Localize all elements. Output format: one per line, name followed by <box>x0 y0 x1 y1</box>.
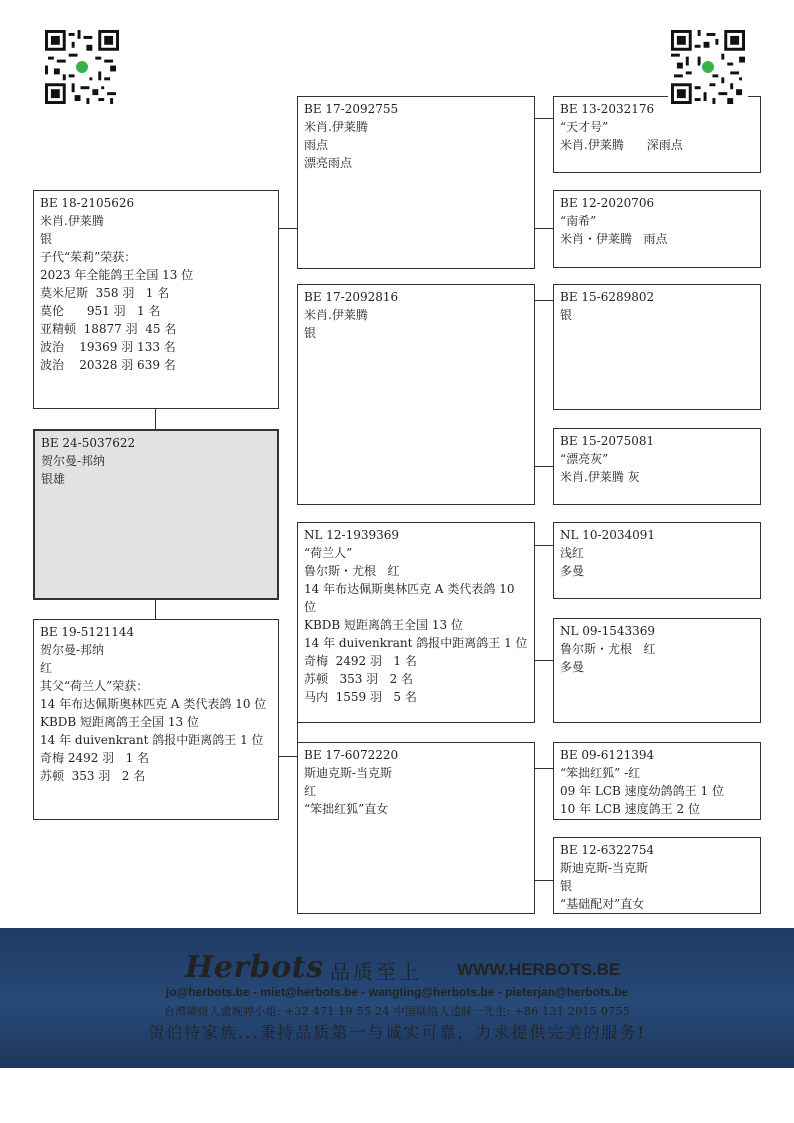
ddd-ring: BE 12-6322754 <box>560 843 655 857</box>
dss-color: 浅红 <box>560 546 585 560</box>
ds-result: 奇梅 2492 羽 1 名 <box>304 654 417 668</box>
ds-result: 苏顿 353 羽 2 名 <box>304 672 414 686</box>
subject-breeder: 贺尔曼-邦纳 <box>41 454 106 468</box>
sss-breeder: 米肖.伊莱腾 深雨点 <box>560 138 683 152</box>
ssd-name: “南希” <box>560 214 597 228</box>
sire-breeder: 米肖.伊莱腾 <box>40 214 104 228</box>
connector <box>535 466 553 467</box>
connector <box>535 660 553 661</box>
sdd-ring: BE 15-2075081 <box>560 434 655 448</box>
sds-ring: BE 15-6289802 <box>560 290 655 304</box>
dds-name: “笨拙红狐” -红 <box>560 766 641 780</box>
sdd-name: “漂亮灰” <box>560 452 609 466</box>
dsd-breeder: 鲁尔斯・尤根 红 <box>560 642 656 656</box>
dam-result: 14 年 duivenkrant 鸽报中距离鸽王 1 位 <box>40 733 264 747</box>
sire-note: 子代“茱莉”荣获： <box>40 250 137 264</box>
brand-row <box>185 950 625 990</box>
ds-result: 马内 1559 羽 5 名 <box>304 690 417 704</box>
ds-name: “荷兰人” <box>304 546 353 560</box>
dsd-card <box>553 618 761 723</box>
dsd-owner: 多曼 <box>560 660 585 674</box>
dds-card <box>553 742 761 820</box>
dam-ring: BE 19-5121144 <box>40 625 135 639</box>
connector <box>279 756 297 757</box>
ss-ring: BE 17-2092755 <box>304 102 399 116</box>
dds-result: 10 年 LCB 速度鸽王 2 位 <box>560 802 700 816</box>
connector <box>535 228 553 229</box>
slogan: 品质至上 <box>330 960 422 984</box>
sss-name: “天才号” <box>560 120 609 134</box>
sd-ring: BE 17-2092816 <box>304 290 399 304</box>
ds-ring: NL 12-1939369 <box>304 528 400 542</box>
qr-code-wechat[interactable] <box>668 27 748 107</box>
sd-breeder: 米肖.伊莱腾 <box>304 308 368 322</box>
dam-note: 其父“荷兰人”荣获： <box>40 679 149 693</box>
dam-color: 红 <box>40 661 53 675</box>
tagline: 贺伯特家族...秉持品质第一与诚实可靠，力求提供完美的服务! <box>148 1023 646 1042</box>
ddd-breeder: 斯迪克斯-当克斯 <box>560 861 649 875</box>
sire-card <box>33 190 279 409</box>
dd-color: 红 <box>304 784 317 798</box>
line-icon <box>74 59 90 75</box>
wechat-icon <box>700 59 716 75</box>
sire-dam-card <box>297 284 535 505</box>
sd-color: 银 <box>304 326 317 340</box>
subject-card <box>33 429 279 600</box>
sire-color: 银 <box>40 232 53 246</box>
subject-ring: BE 24-5037622 <box>41 436 136 450</box>
dam-result: 奇梅 2492 羽 1 名 <box>40 751 150 765</box>
connector <box>535 880 553 881</box>
ss-name: 漂亮雨点 <box>304 156 353 170</box>
sire-result: 波治 20328 羽 639 名 <box>40 358 176 372</box>
sire-result: 2023 年全能鸽王全国 13 位 <box>40 268 194 282</box>
dam-dam-card <box>297 742 535 914</box>
dam-card <box>33 619 279 820</box>
sds-card <box>553 284 761 410</box>
connector <box>535 768 553 769</box>
dd-ring: BE 17-6072220 <box>304 748 399 762</box>
ddd-color: 银 <box>560 879 573 893</box>
qr-code-line[interactable] <box>42 27 122 107</box>
connector <box>155 600 156 619</box>
dam-result: KBDB 短距离鸽王全国 13 位 <box>40 715 199 729</box>
ddd-note: “基础配对”直女 <box>560 897 645 911</box>
dam-result: 苏顿 353 羽 2 名 <box>40 769 146 783</box>
dds-ring: BE 09-6121394 <box>560 748 655 762</box>
ds-result: KBDB 短距离鸽王全国 13 位 <box>304 618 463 632</box>
sire-result: 亚精顿 18877 羽 45 名 <box>40 322 177 336</box>
ss-color: 雨点 <box>304 138 329 152</box>
ds-result: 14 年 duivenkrant 鸽报中距离鸽王 1 位 <box>304 636 528 650</box>
dam-breeder: 贺尔曼-邦纳 <box>40 643 105 657</box>
sire-result: 莫米尼斯 358 羽 1 名 <box>40 286 170 300</box>
dam-result: 14 年布达佩斯奥林匹克 A 类代表鸽 10 位 <box>40 697 267 711</box>
sdd-card <box>553 428 761 505</box>
dam-sire-card <box>297 522 535 723</box>
connector <box>279 228 297 229</box>
ssd-ring: BE 12-2020706 <box>560 196 655 210</box>
sss-ring: BE 13-2032176 <box>560 102 655 116</box>
sds-color: 银 <box>560 308 573 322</box>
connector <box>535 300 553 301</box>
connector <box>155 409 156 429</box>
sss-card <box>553 96 761 173</box>
email-list[interactable]: jo@herbots.be - miet@herbots.be - wangting@herbots.be - pieterjan@herbots.be <box>165 985 629 999</box>
ds-result: 14 年布达佩斯奥林匹克 A 类代表鸽 10 位 <box>304 582 515 614</box>
dss-ring: NL 10-2034091 <box>560 528 656 542</box>
connector <box>535 118 553 119</box>
dd-breeder: 斯迪克斯-当克斯 <box>304 766 393 780</box>
sire-ring: BE 18-2105626 <box>40 196 135 210</box>
sire-result: 莫伦 951 羽 1 名 <box>40 304 161 318</box>
ssd-breeder: 米肖・伊莱腾 雨点 <box>560 232 668 246</box>
sire-result: 波治 19369 羽 133 名 <box>40 340 176 354</box>
dss-card <box>553 522 761 599</box>
subject-color: 银雄 <box>41 472 66 486</box>
connector <box>535 545 553 546</box>
herbots-logo: Herbots <box>185 950 324 985</box>
ss-breeder: 米肖.伊莱腾 <box>304 120 368 134</box>
dd-note: “笨拙红狐”直女 <box>304 802 389 816</box>
contact-phones: 台灣聯絡人盧婉婷小姐: +32 471 19 55 24 中国联络人逵睐一先生: +86 131 2015 0755 <box>163 1005 631 1018</box>
website-link[interactable]: WWW.HERBOTS.BE <box>457 960 621 979</box>
dss-breeder: 多曼 <box>560 564 585 578</box>
sdd-breeder: 米肖.伊莱腾 灰 <box>560 470 640 484</box>
dds-result: 09 年 LCB 速度幼鸽鸽王 1 位 <box>560 784 724 798</box>
ddd-card <box>553 837 761 914</box>
sire-sire-card <box>297 96 535 269</box>
ssd-card <box>553 190 761 268</box>
dsd-ring: NL 09-1543369 <box>560 624 656 638</box>
ds-breeder: 鲁尔斯・尤根 红 <box>304 564 400 578</box>
